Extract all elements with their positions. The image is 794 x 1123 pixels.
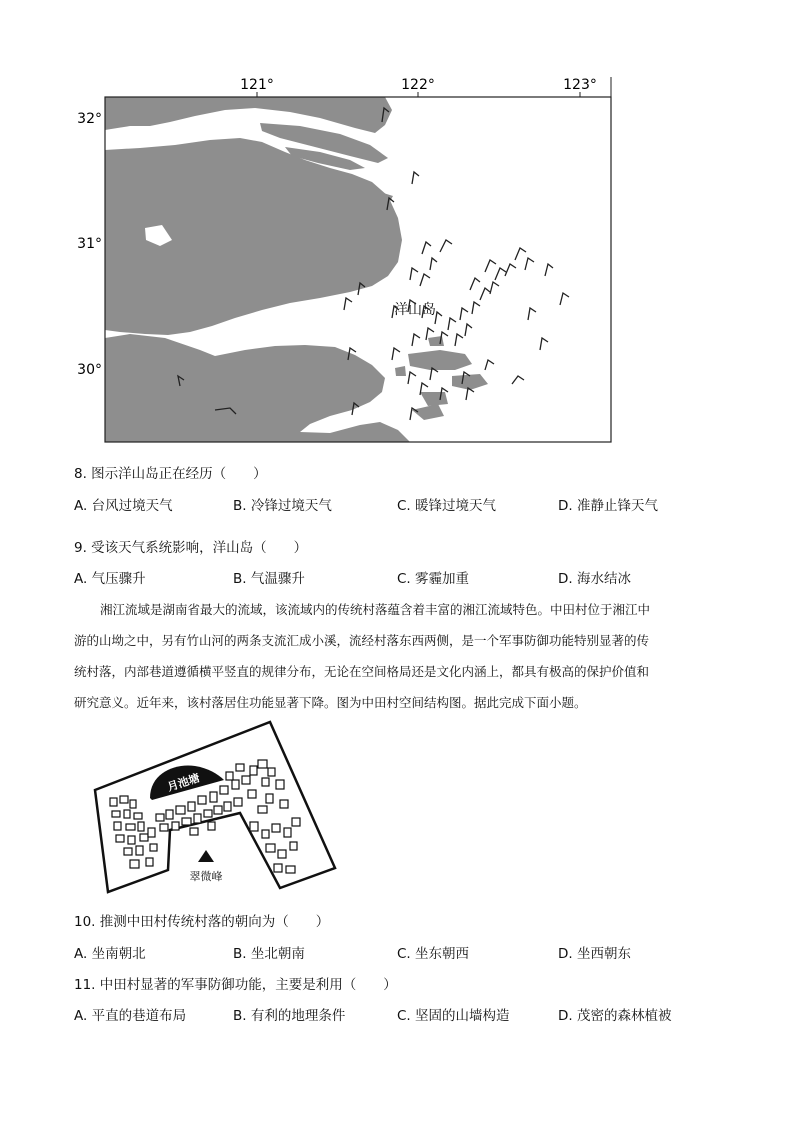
passage	[74, 594, 720, 718]
question-10-stem: 10. 推测中田村传统村落的朝向为（ ）	[74, 914, 330, 930]
passage-line-4: 研究意义。近年来，该村落居住功能显著下降。图为中田村空间结构图。据此完成下面小题。	[74, 695, 587, 710]
question-8-option-b[interactable]: B. 冷锋过境天气	[233, 498, 332, 514]
lat-label-31: 31°	[77, 236, 102, 252]
question-10-option-c[interactable]: C. 坐东朝西	[397, 946, 470, 962]
lon-label-121: 121°	[240, 77, 274, 93]
peak-label: 翠微峰	[189, 870, 223, 883]
passage-line-3: 统村落，内部巷道遵循横平竖直的规律分布，无论在空间格局还是文化内涵上，都具有极高的保护价值和	[74, 664, 650, 679]
pond-label: 月池塘	[165, 771, 202, 794]
question-9-option-a[interactable]: A. 气压骤升	[74, 571, 146, 587]
question-11-option-a[interactable]: A. 平直的巷道布局	[74, 1008, 187, 1024]
question-10-option-b[interactable]: B. 坐北朝南	[233, 946, 305, 962]
question-8-option-c[interactable]: C. 暖锋过境天气	[397, 498, 497, 514]
lon-label-122: 122°	[401, 77, 435, 93]
question-8-option-a[interactable]: A. 台风过境天气	[74, 498, 173, 514]
question-11-option-d[interactable]: D. 茂密的森林植被	[558, 1008, 672, 1024]
question-10-option-d[interactable]: D. 坐西朝东	[558, 946, 631, 962]
question-8-stem: 8. 图示洋山岛正在经历（ ）	[74, 466, 267, 482]
passage-line-2: 游的山坳之中，另有竹山河的两条支流汇成小溪，流经村落东西两侧，是一个军事防御功能特别显著的传	[74, 633, 650, 648]
question-11-stem: 11. 中田村显著的军事防御功能，主要是利用（ ）	[74, 977, 397, 993]
passage-line-1: 湘江流域是湖南省最大的流域，该流域内的传统村落蕴含着丰富的湘江流域特色。中田村位于湘江中	[100, 602, 651, 617]
question-9-stem: 9. 受该天气系统影响，洋山岛（ ）	[74, 540, 308, 556]
question-8-option-d[interactable]: D. 准静止锋天气	[558, 498, 658, 514]
lon-label-123: 123°	[563, 77, 597, 93]
question-9-option-b[interactable]: B. 气温骤升	[233, 571, 305, 587]
question-11-option-b[interactable]: B. 有利的地理条件	[233, 1008, 346, 1024]
question-9-option-c[interactable]: C. 雾霾加重	[397, 571, 470, 587]
village-structure-map	[90, 718, 340, 898]
lat-label-30: 30°	[77, 362, 102, 378]
question-11-option-c[interactable]: C. 坚固的山墙构造	[397, 1008, 510, 1024]
question-10-option-a[interactable]: A. 坐南朝北	[74, 946, 146, 962]
weather-map	[0, 0, 794, 450]
place-label-yangshan: 洋山岛	[394, 302, 436, 318]
lat-label-32: 32°	[77, 111, 102, 127]
peak-icon	[198, 850, 214, 862]
question-9-option-d[interactable]: D. 海水结冰	[558, 571, 631, 587]
